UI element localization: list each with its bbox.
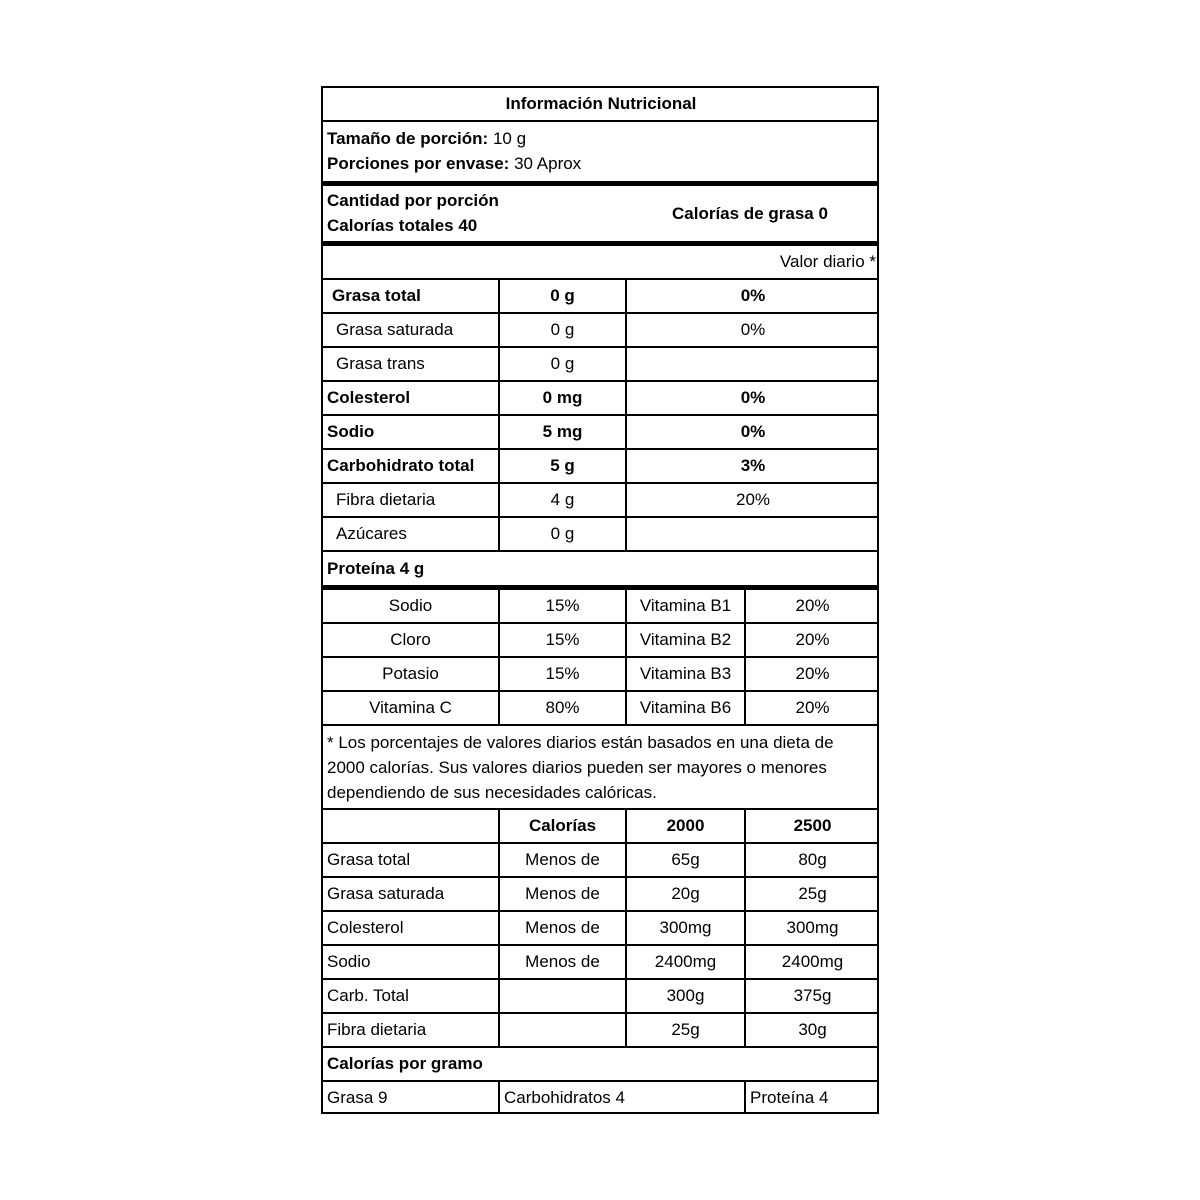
per-gram-fat: Grasa 9 <box>323 1082 500 1114</box>
vitamin-percent: 15% <box>500 590 627 622</box>
label-title: Información Nutricional <box>505 94 697 113</box>
reference-value-2500: 25g <box>798 884 827 903</box>
vitamin-row <box>323 692 879 726</box>
reference-header-2000: 2000 <box>627 810 746 842</box>
serving-info <box>323 122 879 186</box>
vitamin-name: Sodio <box>323 590 500 622</box>
reference-qualifier: Menos de <box>500 912 627 944</box>
nutrient-amount: 5 g <box>500 450 627 482</box>
vitamin-name: Vitamina B6 <box>627 692 746 724</box>
nutrient-daily-value: 0% <box>740 422 766 441</box>
reference-value-2500: 375g <box>793 986 832 1005</box>
nutrient-name: Grasa trans <box>323 348 500 380</box>
vitamin-percent: 20% <box>795 664 830 683</box>
vitamin-row <box>323 624 879 658</box>
nutrient-daily-value: 0% <box>740 320 766 339</box>
reference-header-2500: 2500 <box>793 816 832 835</box>
vitamin-percent: 15% <box>500 624 627 656</box>
reference-qualifier <box>500 980 627 1012</box>
nutrient-name: Grasa saturada <box>323 314 500 346</box>
nutrient-amount: 5 mg <box>500 416 627 448</box>
vitamin-percent: 15% <box>500 658 627 690</box>
nutrient-name: Fibra dietaria <box>323 484 500 516</box>
nutrient-daily-value: 3% <box>740 456 766 475</box>
vitamin-name: Vitamina B3 <box>627 658 746 690</box>
nutrient-daily-value: 0% <box>740 286 766 305</box>
protein-label: Proteína 4 g <box>327 558 425 578</box>
reference-nutrient: Fibra dietaria <box>323 1014 500 1046</box>
nutrient-row <box>323 348 879 382</box>
serving-size-value: 10 g <box>492 129 527 148</box>
servings-label: Porciones por envase: <box>327 154 510 173</box>
reference-value-2000: 65g <box>627 844 746 876</box>
fat-calories: Calorías de grasa 0 <box>672 203 828 223</box>
reference-row <box>323 1014 879 1048</box>
serving-size-line <box>327 126 526 151</box>
vitamin-name: Potasio <box>323 658 500 690</box>
nutrient-daily-value: 20% <box>735 490 771 509</box>
vitamin-row <box>323 658 879 692</box>
vitamin-name: Vitamina C <box>323 692 500 724</box>
vitamin-percent: 20% <box>795 630 830 649</box>
nutrient-row <box>323 314 879 348</box>
nutrient-row <box>323 518 879 552</box>
reference-value-2000: 25g <box>627 1014 746 1046</box>
reference-row <box>323 980 879 1014</box>
serving-size-label: Tamaño de porción: <box>327 129 489 148</box>
nutrient-row <box>323 450 879 484</box>
reference-value-2500: 2400mg <box>781 952 844 971</box>
reference-row <box>323 946 879 980</box>
protein-row <box>323 552 879 590</box>
calories-block <box>323 186 879 246</box>
vitamin-row <box>323 590 879 624</box>
reference-value-2500: 80g <box>798 850 827 869</box>
reference-value-2000: 300g <box>627 980 746 1012</box>
servings-per-container-line <box>327 151 581 176</box>
nutrient-name: Sodio <box>323 416 500 448</box>
reference-qualifier: Menos de <box>500 844 627 876</box>
vitamin-name: Vitamina B1 <box>627 590 746 622</box>
reference-nutrient: Sodio <box>323 946 500 978</box>
nutrient-daily-value <box>627 518 879 550</box>
per-gram-carbs: Carbohidratos 4 <box>500 1082 746 1114</box>
daily-value-header: Valor diario * <box>779 252 876 271</box>
reference-header-calories: Calorías <box>500 810 627 842</box>
per-gram-row <box>323 1082 879 1114</box>
reference-qualifier <box>500 1014 627 1046</box>
vitamin-percent: 20% <box>795 596 830 615</box>
nutrient-amount: 0 mg <box>500 382 627 414</box>
nutrient-name: Carbohidrato total <box>323 450 500 482</box>
per-gram-title-row <box>323 1048 879 1082</box>
reference-nutrient: Carb. Total <box>323 980 500 1012</box>
amount-per-serving: Cantidad por porción <box>327 191 499 210</box>
reference-row <box>323 878 879 912</box>
nutrient-row <box>323 280 879 314</box>
label-title-row <box>323 88 879 122</box>
nutrient-daily-value <box>627 348 879 380</box>
footnote-line: * Los porcentajes de valores diarios están basados en una dieta de <box>327 733 834 752</box>
reference-value-2000: 2400mg <box>627 946 746 978</box>
nutrient-amount: 0 g <box>500 348 627 380</box>
nutrient-daily-value: 0% <box>740 388 766 407</box>
reference-header-row <box>323 810 879 844</box>
nutrient-amount: 0 g <box>500 518 627 550</box>
nutrient-name: Grasa total <box>323 280 500 312</box>
servings-value: 30 Aprox <box>514 154 582 173</box>
vitamin-name: Vitamina B2 <box>627 624 746 656</box>
per-gram-protein: Proteína 4 <box>750 1088 829 1107</box>
total-calories: Calorías totales 40 <box>327 216 478 235</box>
nutrient-row <box>323 416 879 450</box>
reference-nutrient: Colesterol <box>323 912 500 944</box>
nutrient-amount: 0 g <box>500 314 627 346</box>
footnote <box>323 726 879 810</box>
footnote-text <box>327 730 875 805</box>
reference-nutrient: Grasa saturada <box>323 878 500 910</box>
nutrient-row <box>323 484 879 518</box>
nutrient-row <box>323 382 879 416</box>
nutrition-label <box>321 86 879 1114</box>
reference-row <box>323 912 879 946</box>
nutrient-amount: 0 g <box>500 280 627 312</box>
reference-value-2500: 300mg <box>786 918 839 937</box>
reference-qualifier: Menos de <box>500 946 627 978</box>
reference-value-2000: 20g <box>627 878 746 910</box>
footnote-line: dependiendo de sus necesidades calóricas. <box>327 783 657 802</box>
footnote-line: 2000 calorías. Sus valores diarios pueden ser mayores o menores <box>327 758 827 777</box>
per-gram-title: Calorías por gramo <box>327 1054 483 1073</box>
daily-value-header-row <box>323 246 879 280</box>
reference-nutrient: Grasa total <box>323 844 500 876</box>
reference-header-blank <box>323 810 500 842</box>
reference-row <box>323 844 879 878</box>
reference-qualifier: Menos de <box>500 878 627 910</box>
vitamin-percent: 80% <box>500 692 627 724</box>
nutrient-name: Colesterol <box>323 382 500 414</box>
nutrient-name: Azúcares <box>323 518 500 550</box>
vitamin-percent: 20% <box>795 698 830 717</box>
vitamin-name: Cloro <box>323 624 500 656</box>
nutrient-amount: 4 g <box>500 484 627 516</box>
reference-value-2000: 300mg <box>627 912 746 944</box>
reference-value-2500: 30g <box>798 1020 827 1039</box>
